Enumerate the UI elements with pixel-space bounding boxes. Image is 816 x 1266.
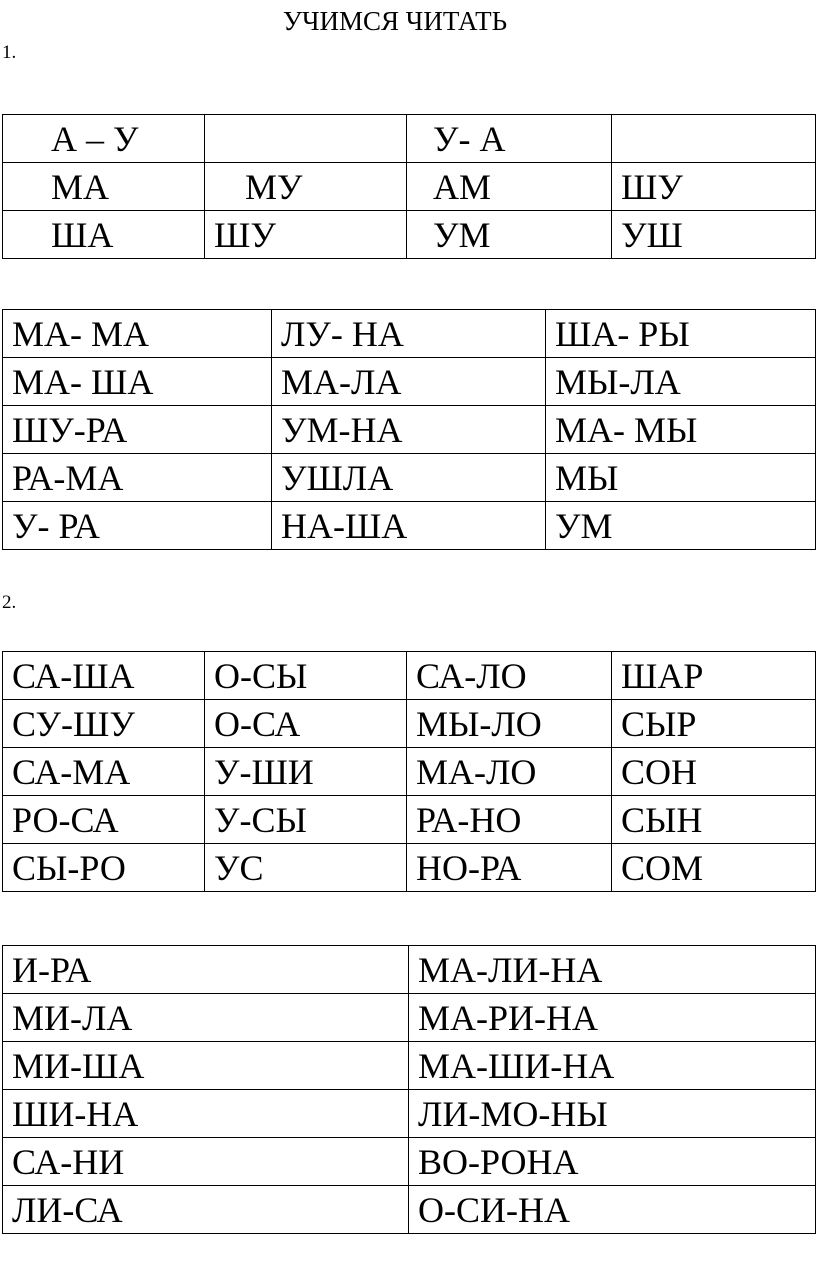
table-cell: ШАР — [612, 652, 816, 700]
table-cell: У-ШИ — [205, 748, 407, 796]
table-cell: НА-ША — [272, 502, 546, 550]
table-row — [3, 502, 816, 550]
table-cell: ШУ-РА — [3, 406, 272, 454]
table-row — [3, 310, 816, 358]
table-cell: УШ — [612, 211, 816, 259]
table-row — [3, 454, 816, 502]
table-row — [3, 1138, 816, 1186]
table-cell: ЛУ- НА — [272, 310, 546, 358]
table-row — [3, 946, 816, 994]
table-cell: ША- РЫ — [546, 310, 816, 358]
table-cell: МА- МА — [3, 310, 272, 358]
table-cell: МА-РИ-НА — [409, 994, 816, 1042]
table-cell: О-СЫ — [205, 652, 407, 700]
syllable-table-1 — [2, 114, 816, 259]
table-cell: СА-МА — [3, 748, 205, 796]
table-row — [3, 1042, 816, 1090]
table-cell: МА-ЛО — [407, 748, 612, 796]
table-row — [3, 700, 816, 748]
table-cell: ЛИ-МО-НЫ — [409, 1090, 816, 1138]
syllable-table-3 — [2, 651, 816, 892]
table-cell: СОН — [612, 748, 816, 796]
table-cell: У- А — [407, 115, 612, 163]
table-cell: СА-ЛО — [407, 652, 612, 700]
table-cell: МА- МЫ — [546, 406, 816, 454]
table-cell: МИ-ША — [3, 1042, 409, 1090]
table-cell: СЫН — [612, 796, 816, 844]
table-row — [3, 1090, 816, 1138]
table-cell: РО-СА — [3, 796, 205, 844]
syllable-table-2 — [2, 309, 816, 550]
table-cell — [612, 115, 816, 163]
table-cell: МА — [3, 163, 205, 211]
section-number-2: 2. — [2, 592, 17, 613]
table-cell: МА-ЛИ-НА — [409, 946, 816, 994]
table-cell: ВО-РОНА — [409, 1138, 816, 1186]
table-cell: У-СЫ — [205, 796, 407, 844]
syllable-table-4 — [2, 945, 816, 1234]
table-cell: МУ — [205, 163, 407, 211]
table-cell: МА-ШИ-НА — [409, 1042, 816, 1090]
table-cell: ШУ — [612, 163, 816, 211]
table-cell: МЫ-ЛО — [407, 700, 612, 748]
table-cell: СОМ — [612, 844, 816, 892]
table-cell: УМ — [407, 211, 612, 259]
table-row — [3, 406, 816, 454]
table-cell: РА-НО — [407, 796, 612, 844]
table-cell — [205, 115, 407, 163]
table-row — [3, 844, 816, 892]
table-cell: ШИ-НА — [3, 1090, 409, 1138]
table-cell: О-СА — [205, 700, 407, 748]
table-cell: УС — [205, 844, 407, 892]
table-row — [3, 358, 816, 406]
table-cell: АМ — [407, 163, 612, 211]
table-row — [3, 163, 816, 211]
table-cell: О-СИ-НА — [409, 1186, 816, 1234]
table-row — [3, 1186, 816, 1234]
table-row — [3, 211, 816, 259]
table-cell: У- РА — [3, 502, 272, 550]
table-cell: УШЛА — [272, 454, 546, 502]
table-cell: МЫ-ЛА — [546, 358, 816, 406]
table-cell: И-РА — [3, 946, 409, 994]
table-row — [3, 748, 816, 796]
table-row — [3, 994, 816, 1042]
table-cell: УМ-НА — [272, 406, 546, 454]
table-cell: СЫР — [612, 700, 816, 748]
table-cell: А – У — [3, 115, 205, 163]
table-cell: ШУ — [205, 211, 407, 259]
table-cell: ША — [3, 211, 205, 259]
table-cell: НО-РА — [407, 844, 612, 892]
table-row — [3, 115, 816, 163]
section-number-1: 1. — [2, 42, 17, 63]
table-cell: МА- ША — [3, 358, 272, 406]
table-cell: МА-ЛА — [272, 358, 546, 406]
table-cell: МИ-ЛА — [3, 994, 409, 1042]
table-cell: СУ-ШУ — [3, 700, 205, 748]
table-cell: СА-ША — [3, 652, 205, 700]
table-cell: УМ — [546, 502, 816, 550]
table-row — [3, 652, 816, 700]
table-cell: РА-МА — [3, 454, 272, 502]
table-cell: СА-НИ — [3, 1138, 409, 1186]
table-row — [3, 796, 816, 844]
table-cell: СЫ-РО — [3, 844, 205, 892]
table-cell: ЛИ-СА — [3, 1186, 409, 1234]
table-cell: МЫ — [546, 454, 816, 502]
page-title: УЧИМСЯ ЧИТАТЬ — [282, 6, 508, 36]
